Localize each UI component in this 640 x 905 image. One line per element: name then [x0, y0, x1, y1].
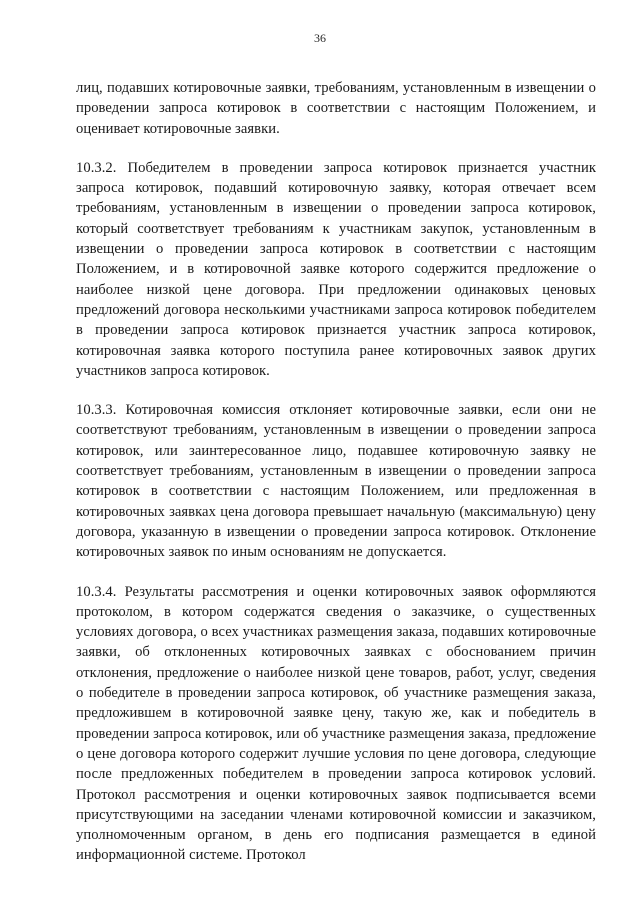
paragraph-continuation: лиц, подавших котировочные заявки, требованиям, установленным в извещении о проведении запроса котировок в соответствии с настоящим Положением, и оценивает котировочные заявки.	[76, 80, 596, 137]
paragraph-10-3-2: 10.3.2. Победителем в проведении запроса котировок признается участник запроса котировок, подавший котировочную заявку, которая отвечает всем требованиям, установленным в извещении о проведении запроса котировок, который соответствует требованиям к участникам закупок, установленным в извещении о проведении запроса котировок в соответствии с настоящим Положением, и в котировочной заявке которого содержится предложение о наиболее низкой цене договора. При предложении одинаковых ценовых предложений договора несколькими участниками запроса котировок победителем в проведении запроса котировок признается участник запроса котировок, котировочная заявка которого поступила ранее котировочных заявок других участников запроса котировок.	[76, 159, 596, 379]
document-body	[76, 78, 596, 885]
paragraph-10-3-4: 10.3.4. Результаты рассмотрения и оценки котировочных заявок оформляются протоколом, в котором содержатся сведения о заказчике, о существенных условиях договора, о всех участниках размещения заказа, подавших котировочные заявки, об отклоненных котировочных заявках с обоснованием причин отклонения, предложение о наиболее низкой цене товаров, работ, услуг, сведения о победителе в проведении запроса котировок, об участнике размещения заказа, предложившем в котировочной заявке цену, такую же, как и победитель в проведении запроса котировок, или об участнике размещения заказа, предложение о цене договора которого содержит лучшие условия по цене договора, следующие после предложенных победителем в проведении запроса котировок условий. Протокол рассмотрения и оценки котировочных заявок подписывается всеми присутствующими на заседании членами котировочной комиссии и заказчиком, уполномоченным органом, в день его подписания размещается в единой информационной системе. Протокол	[76, 583, 596, 864]
page-number: 36	[314, 31, 326, 45]
paragraph-10-3-3: 10.3.3. Котировочная комиссия отклоняет котировочные заявки, если они не соответствуют требованиям, установленным в извещении о проведении запроса котировок, или заинтересованное лицо, подавшее котировочную заявку не соответствует требованиям, установленным в извещении о проведении запроса котировок в соответствии с настоящим Положением, или предложенная в котировочных заявках цена договора превышает начальную (максимальную) цену договора, указанную в извещении о проведении запроса котировок. Отклонение котировочных заявок по иным основаниям не допускается.	[76, 402, 596, 561]
